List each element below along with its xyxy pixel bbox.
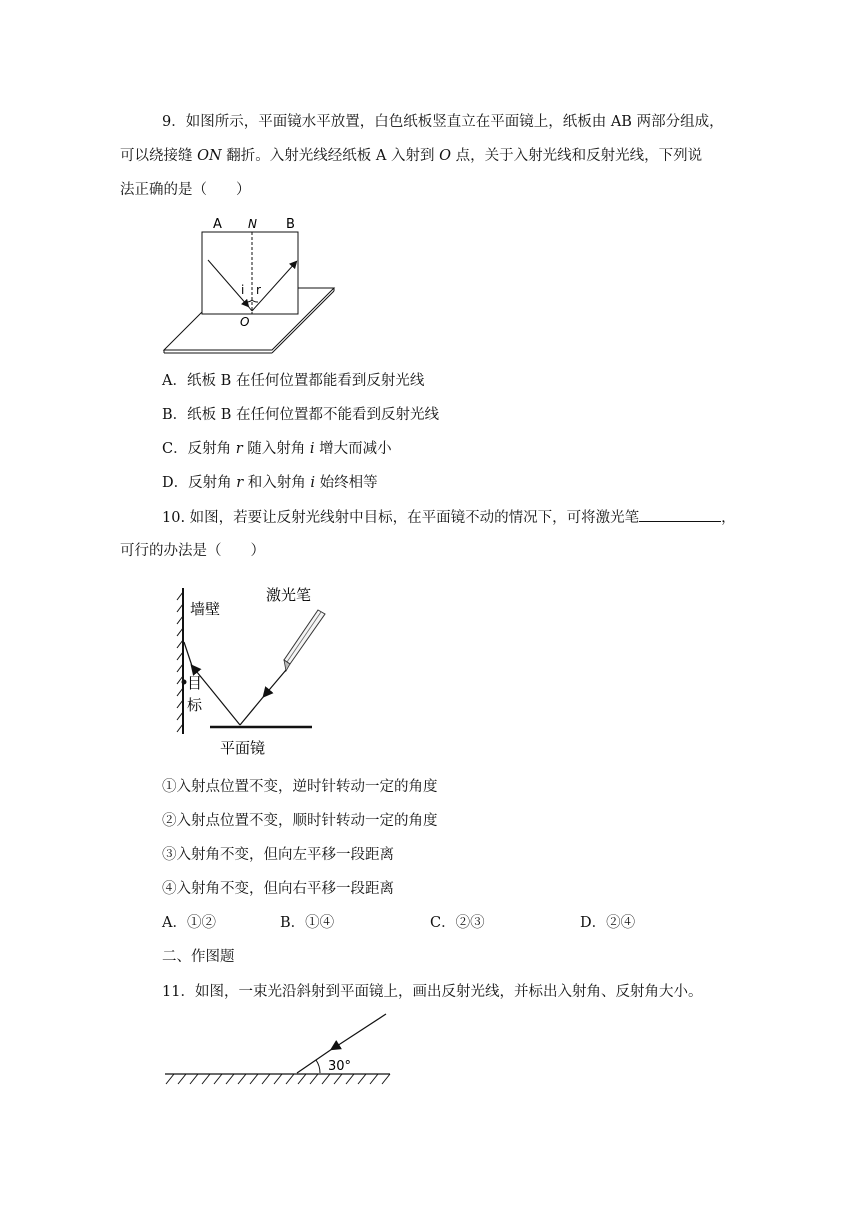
- q10-option-d: D．②④: [580, 915, 636, 931]
- laser-pen: [284, 610, 325, 671]
- q10-figure: [170, 578, 340, 763]
- q10-option-a: A．①②: [162, 915, 216, 931]
- q10-statement-4: ④入射角不变，但向右平移一段距离: [162, 881, 394, 897]
- label-O: O: [240, 315, 250, 329]
- q9-line1: 9．如图所示，平面镜水平放置，白色纸板竖直立在平面镜上，纸板由 AB 两部分组成，: [162, 114, 724, 130]
- mirror-label: 平面镜: [220, 739, 266, 757]
- q9-option-d: D．反射角 r 和入射角 i 始终相等: [162, 475, 378, 491]
- q11-line1: 11．如图，一束光沿斜射到平面镜上，画出反射光线，并标出入射角、反射角大小。: [162, 984, 703, 1000]
- q10-line2: 可行的办法是（ ）: [120, 543, 265, 559]
- q10-statement-3: ③入射角不变，但向左平移一段距离: [162, 847, 394, 863]
- wall-label: 墙壁: [190, 600, 221, 618]
- q10-statement-1: ①入射点位置不变，逆时针转动一定的角度: [162, 779, 438, 795]
- label-A: A: [213, 217, 222, 232]
- q11-figure: [160, 1008, 400, 1098]
- laser-label: 激光笔: [266, 586, 312, 604]
- q10-line1: 10. 如图，若要让反射光线射中目标，在平面镜不动的情况下，可将激光笔 ，: [162, 507, 736, 528]
- q10-option-b: B．①④: [280, 915, 335, 931]
- target-dot: [182, 680, 187, 685]
- q9-line3: 法正确的是（ ）: [120, 182, 251, 198]
- answer-blank[interactable]: [639, 507, 721, 522]
- incident-ray: [332, 1044, 340, 1049]
- section-title: 二、作图题: [162, 949, 235, 965]
- label-r: r: [256, 283, 261, 297]
- q10-option-c: C．②③: [430, 915, 485, 931]
- q10-statement-2: ②入射点位置不变，顺时针转动一定的角度: [162, 813, 438, 829]
- q9-figure: [150, 210, 350, 360]
- q9-option-a: A．纸板 B 在任何位置都能看到反射光线: [162, 373, 425, 389]
- q9-line2: 可以绕接缝 ON 翻折。入射光线经纸板 A 入射到 O 点，关于入射光线和反射光线，下列说: [120, 148, 703, 164]
- target-label-2: 标: [187, 696, 203, 714]
- angle-label: 30°: [328, 1059, 352, 1074]
- label-B: B: [286, 217, 295, 232]
- incident-ray: [264, 670, 286, 696]
- label-N: N: [248, 217, 257, 231]
- q9-option-b: B．纸板 B 在任何位置都不能看到反射光线: [162, 407, 440, 423]
- label-i: i: [241, 283, 245, 297]
- q9-option-c: C．反射角 r 随入射角 i 增大而减小: [162, 441, 392, 457]
- target-label-1: 目: [187, 674, 203, 692]
